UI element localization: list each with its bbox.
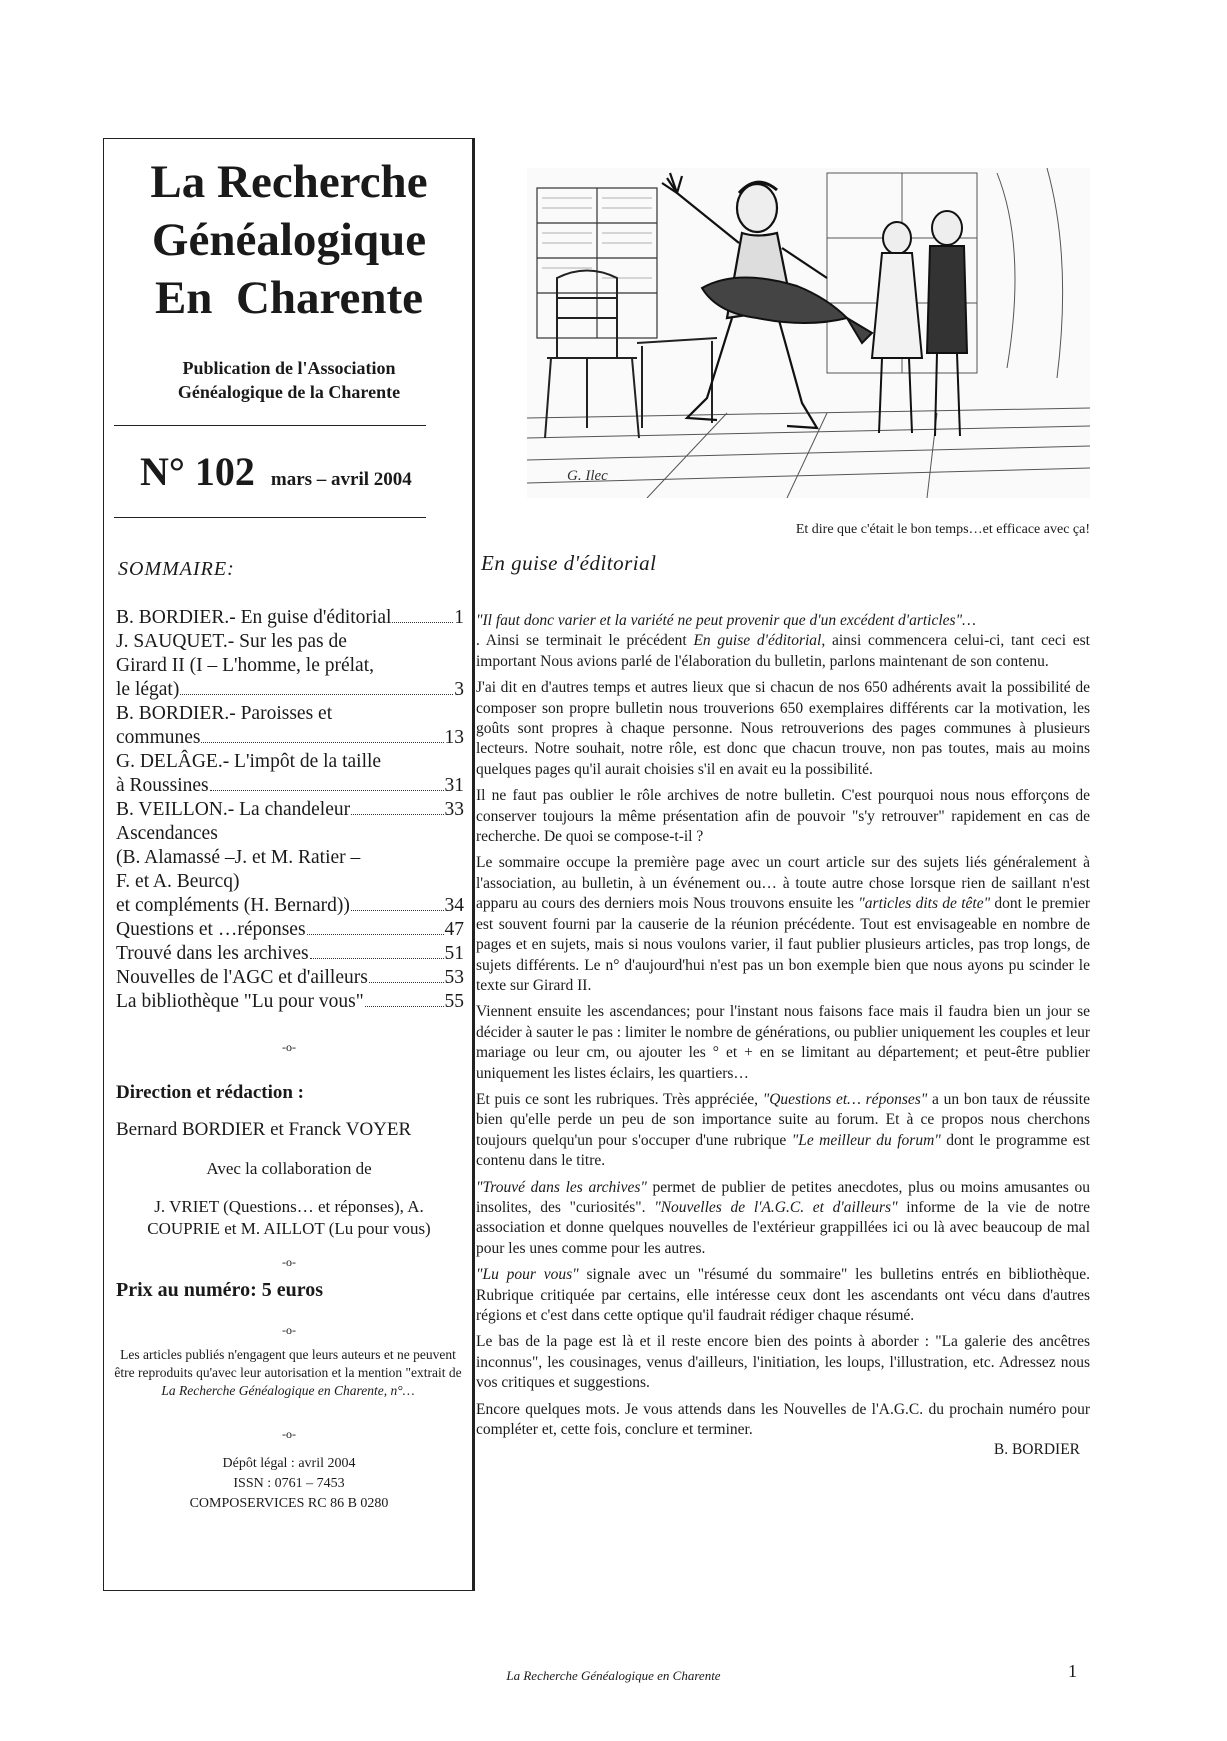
toc-entry <box>116 894 464 918</box>
disclaimer-end: , n°… <box>383 1383 415 1398</box>
toc-entry <box>116 726 464 750</box>
illustration-signature: G. Ilec <box>567 468 608 484</box>
toc-entry-text: Ascendances <box>116 823 218 844</box>
depot-legal: Dépôt légal : avril 2004 <box>222 1456 356 1471</box>
toc-page-number: 33 <box>444 799 464 820</box>
illustration-caption: Et dire que c'était le bon temps…et efficace avec ça! <box>795 522 1090 537</box>
toc-page-number: 55 <box>444 991 464 1012</box>
text-run: a un bon taux de réussite bien qu'elle perde un peu de son importance suite au forum. Et à ce propos nous cherchons toujours quelqu'un pour s'occuper d'une rubrique <box>476 1090 1090 1149</box>
toc-page-number: 34 <box>444 895 464 916</box>
rule-top <box>114 425 426 426</box>
rule-bottom <box>114 517 426 518</box>
editorial-article <box>476 611 1090 1461</box>
toc-leader-dots <box>201 742 443 743</box>
text-run: Et puis ce sont les rubriques. Très appréciée, <box>476 1090 763 1108</box>
text-run: signale avec un "résumé du sommaire" les bulletins entrés en bibliothèque. Rubrique critiquée par certains, elle intéresse ceux dont les ascendants ont vécu dans d'autres régions et c'est dans cette optique qu'il faudrait rédiger chaque résumé. <box>476 1266 1090 1324</box>
text-run: dont le programme est contenu dans le titre. <box>476 1131 1090 1170</box>
toc-page-number: 31 <box>444 775 464 796</box>
toc-entry-text: G. DELÂGE.- L'impôt de la taille <box>116 751 382 772</box>
disclaimer <box>114 1346 462 1400</box>
paragraph: Le bas de la page est là et il reste encore bien des points à aborder : "La galerie des ancêtres inconnus", les cousinages, venus d'ailleurs, l'initiation, les loups, l'illustration, etc. Adressez nous vos critiques et suggestions. <box>476 1333 1090 1392</box>
paragraph <box>476 1090 1090 1172</box>
editorial-quote: "Il faut donc varier et la variété ne peut provenir que d'un excédent d'articles"… <box>476 612 976 629</box>
paragraph: Viennent ensuite les ascendances; pour l'instant nous faisons face mais il faudra bien un jour se décider à sauter le pas : limiter le nombre de générations, ou publier uniquement les couples et leur mariage ou leur cm, ou ajouter les ° et + en se limitant au département; et peut-être publier uniquement les listes éclairs, les quartiers… <box>476 1003 1090 1082</box>
text-run: . Ainsi se terminait le précédent <box>476 632 694 650</box>
toc-entry <box>116 942 464 966</box>
paragraph <box>476 1265 1090 1326</box>
toc-leader-dots <box>351 910 444 911</box>
editorial-title: En guise d'éditorial <box>481 551 657 575</box>
toc-entry-text: J. SAUQUET.- Sur les pas de <box>116 631 347 652</box>
toc-entry <box>116 630 464 654</box>
masthead-line-3: En Charente <box>154 272 424 324</box>
toc-entry <box>116 654 464 678</box>
text-run: "articles dits de tête" <box>858 895 991 913</box>
toc-entry-text: B. VEILLON.- La chandeleur <box>116 799 351 820</box>
toc-entry-text: Questions et …réponses <box>116 919 306 940</box>
masthead-line-1: La Recherche <box>150 156 428 208</box>
toc-entry-text: B. BORDIER.- En guise d'éditorial <box>116 607 392 628</box>
toc-page-number: 53 <box>444 967 464 988</box>
direction-title: Direction et rédaction : <box>116 1082 305 1103</box>
masthead-line-2: Généalogique <box>151 214 427 266</box>
toc-page-number: 3 <box>454 679 464 700</box>
toc-entry-text: à Roussines <box>116 775 209 796</box>
text-run: "Lu pour vous" <box>476 1266 579 1284</box>
toc-entry-text: et compléments (H. Bernard)) <box>116 895 350 916</box>
editorial-signature: B. BORDIER <box>993 1441 1080 1459</box>
toc-entry-text: (B. Alamassé –J. et M. Ratier – <box>116 847 361 868</box>
toc-entry <box>116 870 464 894</box>
toc-entry <box>116 678 464 702</box>
toc-entry-text: le légat) <box>116 679 180 700</box>
table-of-contents <box>116 606 464 1014</box>
publisher-line-2: Généalogique de la Charente <box>177 382 401 402</box>
running-footer: La Recherche Généalogique en Charente <box>506 1668 721 1683</box>
toc-entry <box>116 918 464 942</box>
toc-page-number: 51 <box>444 943 464 964</box>
toc-entry <box>116 822 464 846</box>
toc-leader-dots <box>351 814 443 815</box>
masthead <box>110 153 468 327</box>
text-run: informe de la vie de notre association et donne quelques nouvelles de l'extérieur grappillées ici ou là avec beaucoup de mal pour les unes comme pour les autres. <box>476 1198 1090 1257</box>
toc-leader-dots <box>310 958 444 959</box>
separator: -o- <box>282 1323 296 1337</box>
toc-entry-text: communes <box>116 727 201 748</box>
sommaire-title: SOMMAIRE: <box>118 558 235 580</box>
issn: ISSN : 0761 – 7453 <box>233 1476 345 1491</box>
text-run: "Questions et… réponses" <box>762 1090 928 1108</box>
toc-entry <box>116 774 464 798</box>
text-run: permet de publier de petites anecdotes, plus ou moins amusantes ou insolites, des "curiosités". <box>476 1178 1090 1216</box>
toc-leader-dots <box>365 1006 444 1007</box>
separator: -o- <box>282 1040 296 1054</box>
collaboration-line-1: J. VRIET (Questions… et réponses), A. <box>154 1197 424 1216</box>
sidebar-box <box>103 138 475 1591</box>
direction-names: Bernard BORDIER et Franck VOYER <box>116 1119 412 1140</box>
paragraph <box>476 853 1090 996</box>
toc-page-number: 1 <box>454 607 464 628</box>
toc-leader-dots <box>307 934 444 935</box>
toc-entry <box>116 750 464 774</box>
toc-leader-dots <box>180 694 453 695</box>
toc-entry <box>116 702 464 726</box>
text-run: "Trouvé dans les archives" <box>476 1178 647 1196</box>
engraving-illustration <box>527 168 1090 498</box>
issue-date: mars – avril 2004 <box>270 469 412 490</box>
collaboration-names <box>120 1196 458 1240</box>
issue-number: N° 102 <box>140 449 255 494</box>
publisher <box>110 356 468 404</box>
toc-entry <box>116 606 464 630</box>
toc-entry-text: Nouvelles de l'AGC et d'ailleurs <box>116 967 368 988</box>
issue-info <box>140 448 412 495</box>
collaboration-label: Avec la collaboration de <box>206 1159 372 1178</box>
toc-entry-text: F. et A. Beurcq) <box>116 871 240 892</box>
text-run: "Nouvelles de l'A.G.C. et d'ailleurs" <box>654 1198 898 1216</box>
paragraph <box>476 611 1090 672</box>
rc-number: COMPOSERVICES RC 86 B 0280 <box>189 1496 389 1511</box>
text-run: dont le premier est souvent fourni par la causerie de la réunion précédente. Tout est envisageable en nombre de pages et en sujets, mais si nous voulons varier, il faut publier plusieurs articles, pas trop longs, de sujets différents. Le n° d'aujourd'hui n'est pas un bon exemple bien que nous ayons pu scinder le texte sur Girard II. <box>476 895 1090 994</box>
toc-entry <box>116 798 464 822</box>
toc-entry <box>116 846 464 870</box>
price: Prix au numéro: 5 euros <box>116 1279 324 1301</box>
toc-leader-dots <box>392 622 453 623</box>
text-run: "Le meilleur du forum" <box>791 1131 941 1149</box>
disclaimer-title: La Recherche Généalogique en Charente <box>161 1383 384 1398</box>
toc-page-number: 13 <box>444 727 464 748</box>
toc-leader-dots <box>369 982 444 983</box>
paragraph: J'ai dit en d'autres temps et autres lieux que si chacun de nos 650 adhérents avait la possibilité de composer son propre bulletin nous trouverions 650 exemplaires différents car la motivation, les goûts sont propres à chaque personne. Nous retrouverions des pages communes à plusieurs lecteurs. Notre souhait, notre rôle, est donc que chacun trouve, non pas toutes, mais au moins quelques pages qu'il aurait choisies s'il en avait eu la possibilité. <box>476 679 1090 778</box>
text-run: En guise d'éditorial <box>693 632 822 650</box>
toc-entry-text: B. BORDIER.- Paroisses et <box>116 703 333 724</box>
separator: -o- <box>282 1255 296 1269</box>
collaboration-line-2: COUPRIE et M. AILLOT (Lu pour vous) <box>147 1219 431 1238</box>
paragraph: Il ne faut pas oublier le rôle archives de notre bulletin. C'est pourquoi nous nous efforçons de conserver toujours la même présentation afin de pouvoir "s'y retrouver" rapidement en cas de recherche. De quoi se compose-t-il ? <box>476 787 1090 846</box>
text-run: Le sommaire occupe la première page avec un court article sur des sujets liés généralement à l'association, au bulletin, à un événement ou… à toute autre chose lorsque rien de saillant n'est apparu au cours des derniers mois Nous trouvons ensuite les <box>476 854 1090 913</box>
toc-entry-text: Trouvé dans les archives <box>116 943 309 964</box>
toc-page-number: 47 <box>444 919 464 940</box>
separator: -o- <box>282 1427 296 1441</box>
toc-entry-text: Girard II (I – L'homme, le prélat, <box>116 655 374 676</box>
paragraph <box>476 1178 1090 1260</box>
publisher-line-1: Publication de l'Association <box>182 358 396 378</box>
toc-leader-dots <box>210 790 444 791</box>
paragraph: Encore quelques mots. Je vous attends dans les Nouvelles de l'A.G.C. du prochain numéro pour compléter et, cette fois, conclure et terminer. <box>476 1400 1090 1439</box>
toc-entry <box>116 966 464 990</box>
legal-info <box>110 1454 468 1514</box>
toc-entry-text: La bibliothèque "Lu pour vous" <box>116 991 364 1012</box>
toc-entry <box>116 990 464 1014</box>
disclaimer-text: Les articles publiés n'engagent que leurs auteurs et ne peuvent être reproduits qu'avec leur autorisation et la mention "extrait de <box>114 1347 462 1380</box>
page-number: 1 <box>1068 1661 1077 1681</box>
text-run: , ainsi commencera celui-ci, tant ceci est important Nous avions parlé de l'élaboration du bulletin, parlons maintenant de son contenu. <box>476 632 1090 670</box>
